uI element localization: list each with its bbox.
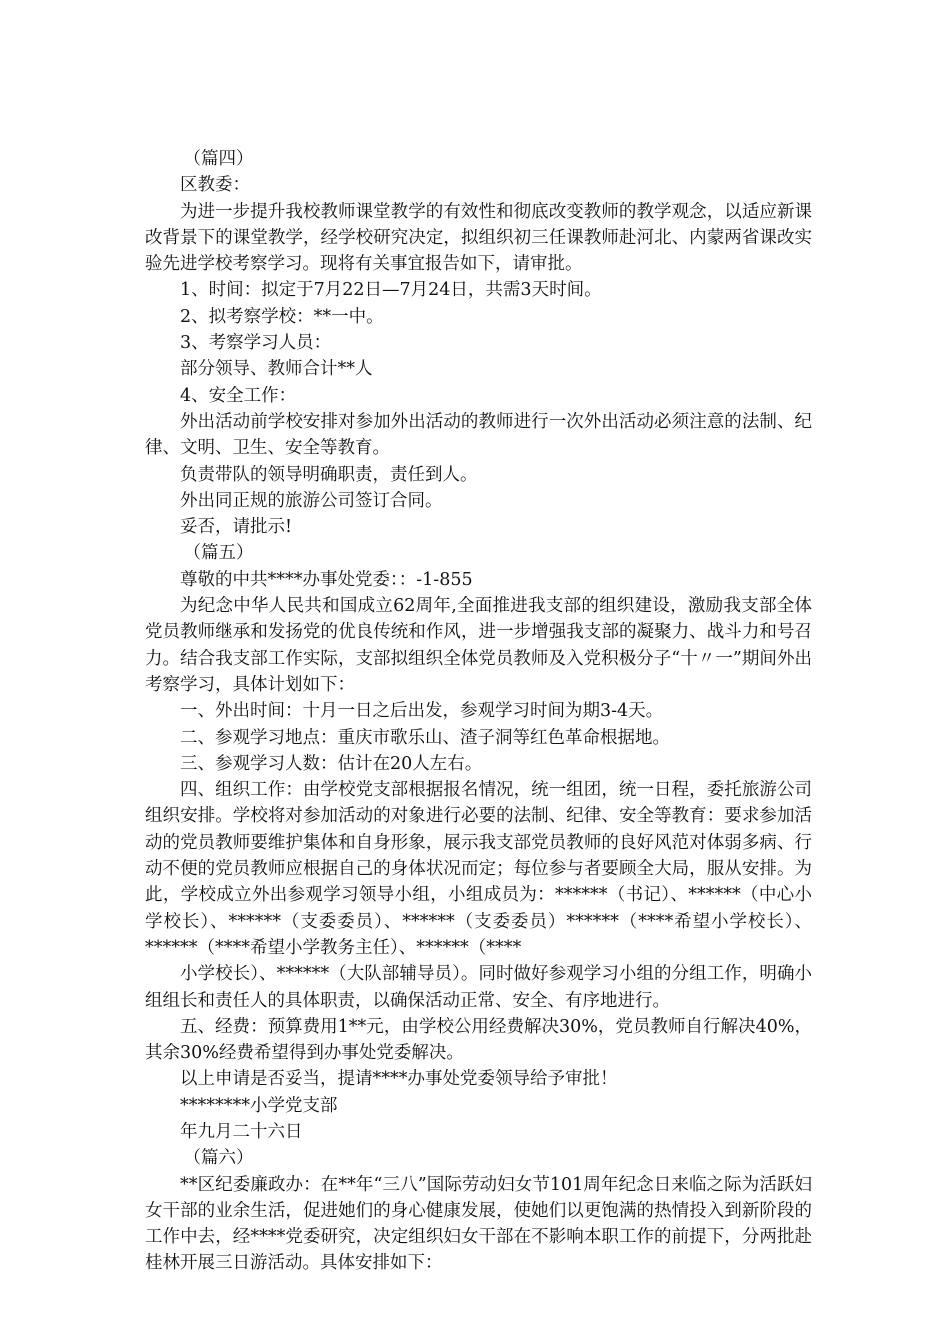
- document-page: [145, 146, 812, 1277]
- paragraph-4-item3-detail: 部分领导、教师合计**人: [180, 359, 373, 380]
- section-heading-4: （篇四）: [183, 149, 254, 169]
- paragraph-5-intro: 为纪念中华人民共和国成立62周年,全面推进我支部的组织建设，激励我支部全体党员教师继承和发扬党的优良传统和作风，进一步增强我支部的凝聚力、战斗力和号召力。结合我支部工作实际，支部拟组织全体党员教师及入党积极分子“十〃一”期间外出考察学习，具体计划如下：: [145, 596, 812, 695]
- paragraph-5-closing: 以上申请是否妥当，提请****办事处党委领导给予审批！: [180, 1069, 618, 1090]
- paragraph-4-closing: 妥否，请批示!: [180, 517, 293, 538]
- section-heading-5: （篇五）: [183, 543, 254, 564]
- paragraph-4-item4: 4、安全工作：: [180, 385, 297, 406]
- paragraph-4-item4-c: 外出同正规的旅游公司签订合同。: [180, 490, 443, 511]
- paragraph-4-item4-b: 负责带队的领导明确职责，责任到人。: [180, 464, 478, 485]
- paragraph-5-item5: 五、经费：预算费用1**元，由学校公用经费解决30%，党员教师自行解决40%，其余30%经费希望得到办事处党委解决。: [145, 1016, 812, 1064]
- paragraph-5-item4-cont: 小学校长）、******（大队部辅导员）。同时做好参观学习小组的分组工作，明确小组组长和责任人的具体职责，以确保活动正常、安全、有序地进行。: [145, 964, 812, 1011]
- paragraph-5-item4: 四、组织工作：由学校党支部根据报名情况，统一组团，统一日程，委托旅游公司组织安排。学校将对参加活动的对象进行必要的法制、纪律、安全等教育：要求参加活动的党员教师要维护集体和自身形象，展示我支部党员教师的良好风范对体弱多病、行动不便的党员教师应根据自己的身体状况而定；每位参与者要顾全大局，服从安排。为此，学校成立外出参观学习领导小组，小组成员为：******（书记）、******（中心小学校长）、******（支委委员）、******（支委委员）******（****希望小学校长）、******（****希望小学教务主任）、******（****: [145, 780, 812, 958]
- paragraph-6-intro: **区纪委廉政办：在**年“三八”国际劳动妇女节101周年纪念日来临之际为活跃妇女干部的业余生活，促进她们的身心健康发展，使她们以更饱满的热情投入到新阶段的工作中去，经****党委研究，决定组织妇女干部在不影响本职工作的前提下，分两批赴桂林开展三日游活动。具体安排如下：: [145, 1174, 812, 1274]
- paragraph-5-item1: 一、外出时间：十月一日之后出发，参观学习时间为期3-4天。: [180, 701, 664, 722]
- section-heading-6: （篇六）: [183, 1148, 254, 1169]
- paragraph-5-item2: 二、参观学习地点：重庆市歌乐山、渣子洞等红色革命根据地。: [180, 727, 670, 748]
- signature-5: ********小学党支部: [180, 1095, 338, 1116]
- salutation-5: 尊敬的中共****办事处党委：：-1-855: [180, 569, 473, 590]
- paragraph-4-item3: 3、考察学习人员：: [180, 333, 332, 354]
- paragraph-5-item3: 三、参观学习人数：估计在20人左右。: [180, 753, 483, 774]
- paragraph-4-item2: 2、拟考察学校：**一中。: [180, 306, 384, 327]
- date-5: 年九月二十六日: [180, 1121, 303, 1142]
- paragraph-4-item4-a: 外出活动前学校安排对参加外出活动的教师进行一次外出活动必须注意的法制、纪律、文明、卫生、安全等教育。: [145, 411, 812, 459]
- salutation-4: 区教委：: [180, 175, 250, 196]
- paragraph-4-intro: 为进一步提升我校教师课堂教学的有效性和彻底改变教师的教学观念，以适应新课改背景下的课堂教学，经学校研究决定，拟组织初三任课教师赴河北、内蒙两省课改实验先进学校考察学习。现将有关事宜报告如下，请审批。: [145, 201, 812, 275]
- paragraph-4-item1: 1、时间：拟定于7月22日—7月24日，共需3天时间。: [180, 280, 602, 301]
